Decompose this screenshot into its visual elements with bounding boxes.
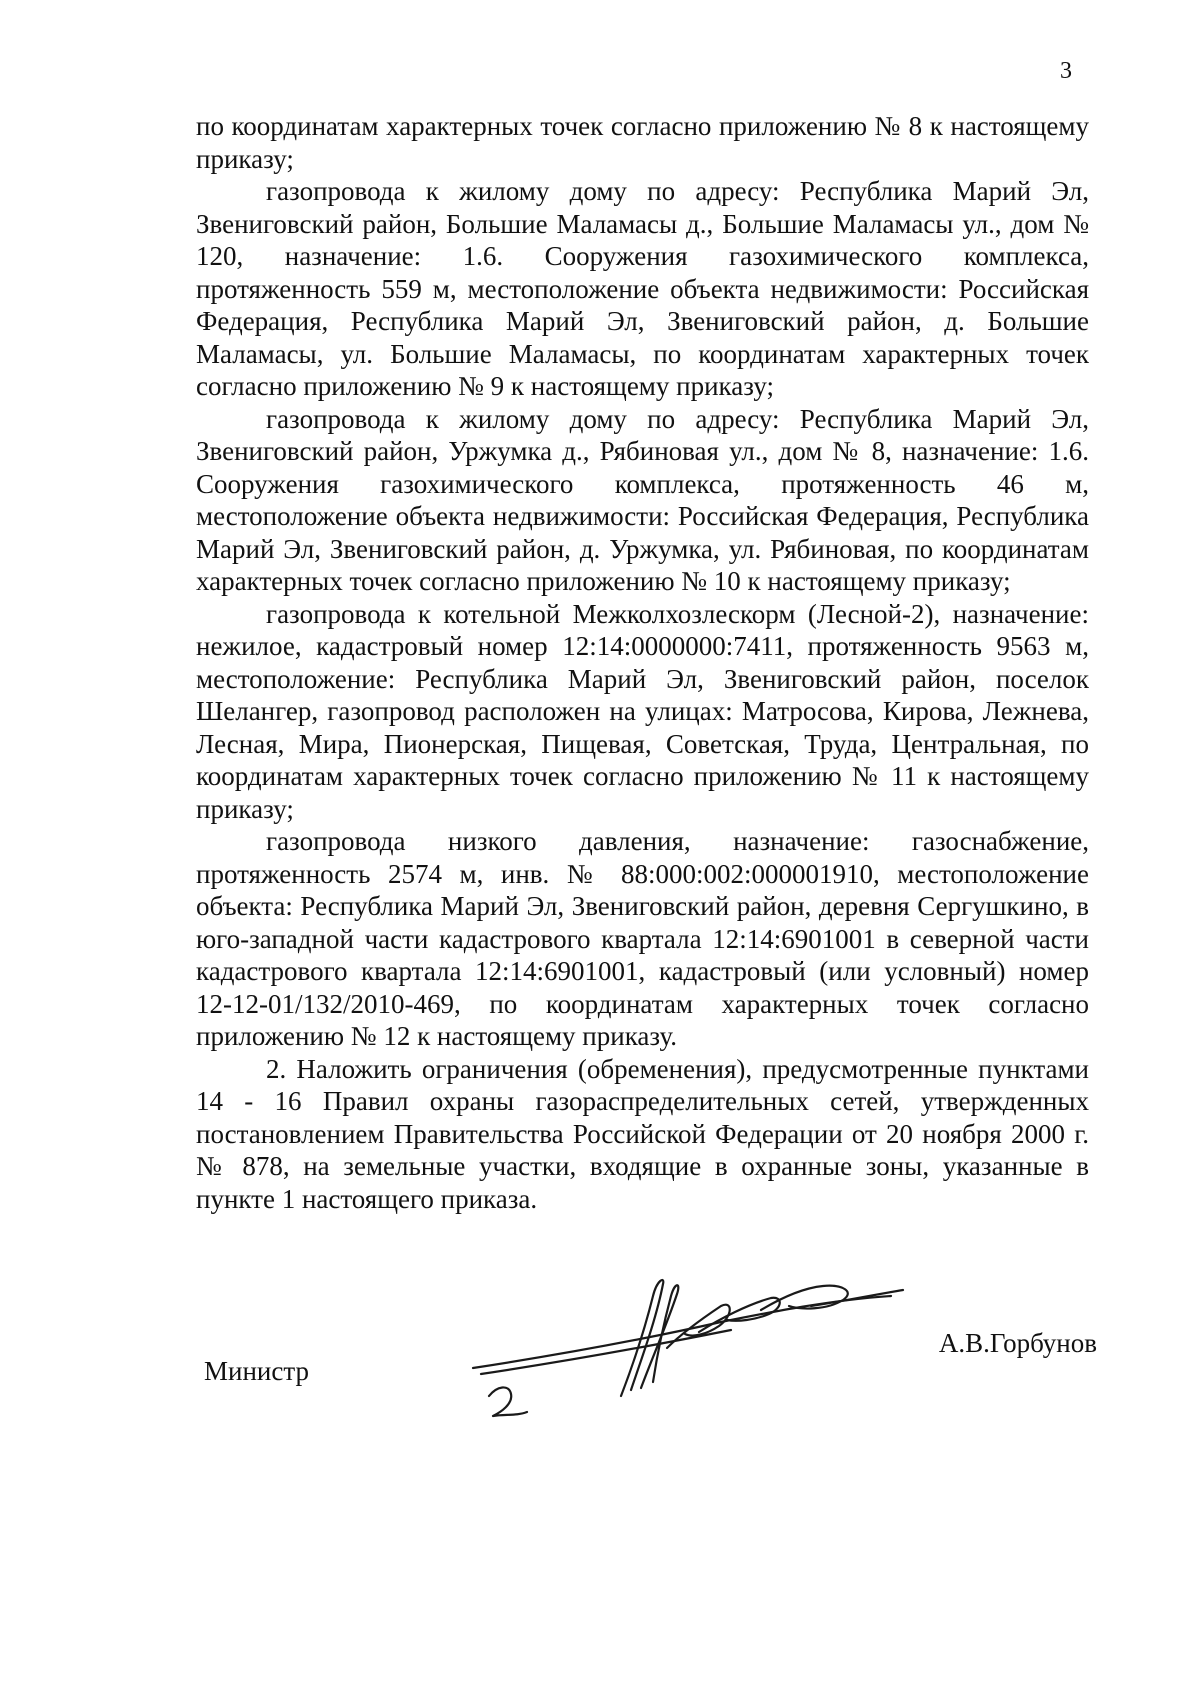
page-number: 3	[1060, 58, 1072, 84]
paragraph-item-2-restrictions: 2. Наложить ограничения (обременения), предусмотренные пунктами 14 - 16 Правил охраны газораспределительных сетей, утвержденных постановлением Правительства Российской Федерации от 20 ноября 2000 г. № 878, на земельные участки, входящие в охранные зоны, указанные в пункте 1 настоящего приказа.	[196, 1053, 1089, 1214]
paragraph-gas-pipeline-sergushkino: газопровода низкого давления, назначение: газоснабжение, протяженность 2574 м, инв. № 88:000:002:000001910, местоположение объекта: Республика Марий Эл, Звениговский район, деревня Сергушкино, в юго-западной части кадастрового квартала 12:14:6901001 в северной части кадастрового квартала 12:14:6901001, кадастровый (или условный) номер 12-12-01/132/2010-469, по координатам характерных точек согласно приложению № 12 к настоящему приказу.	[196, 826, 1089, 1051]
position-label: Министр	[204, 1356, 309, 1386]
paragraph-gas-pipeline-bolshie-malamasy: газопровода к жилому дому по адресу: Республика Марий Эл, Звениговский район, Большие Маламасы д., Большие Маламасы ул., дом № 120, назначение: 1.6. Сооружения газохимического комплекса, протяженность 559 м, местоположение объекта недвижимости: Российская Федерация, Республика Марий Эл, Звениговский район, д. Большие Маламасы, ул. Большие Маламасы, по координатам характерных точек согласно приложению № 9 к настоящему приказу;	[196, 176, 1089, 401]
paragraph-continuation: по координатам характерных точек согласно приложению № 8 к настоящему приказу;	[196, 111, 1089, 174]
signer-name: А.В.Горбунов	[938, 1328, 1097, 1358]
paragraph-gas-pipeline-shelanger: газопровода к котельной Межколхозлескорм (Лесной-2), назначение: нежилое, кадастровый номер 12:14:0000000:7411, протяженность 9563 м, местоположение: Республика Марий Эл, Звениговский район, поселок Шелангер, газопровод расположен на улицах: Матросова, Кирова, Лежнева, Лесная, Мира, Пионерская, Пищевая, Советская, Труда, Центральная, по координатам характерных точек согласно приложению № 11 к настоящему приказу;	[196, 598, 1089, 824]
document-body	[196, 110, 1089, 1215]
handwritten-signature	[471, 1270, 911, 1430]
signature-block	[196, 1270, 1097, 1430]
paragraph-gas-pipeline-urzhumka: газопровода к жилому дому по адресу: Республика Марий Эл, Звениговский район, Уржумка д., Рябиновая ул., дом № 8, назначение: 1.6. Сооружения газохимического комплекса, протяженность 46 м, местоположение объекта недвижимости: Российская Федерация, Республика Марий Эл, Звениговский район, д. Уржумка, ул. Рябиновая, по координатам характерных точек согласно приложению № 10 к настоящему приказу;	[196, 403, 1089, 596]
